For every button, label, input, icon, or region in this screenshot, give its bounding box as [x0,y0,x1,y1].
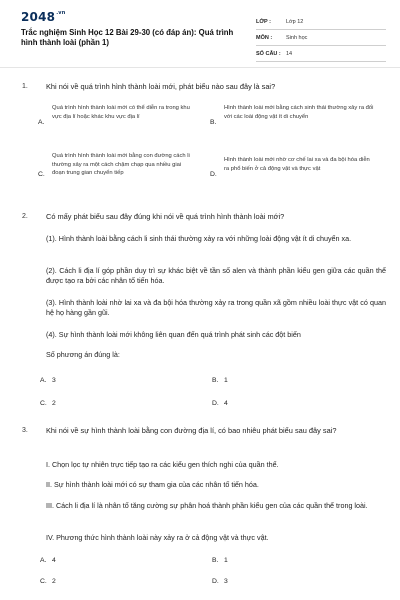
option-letter: B. [212,557,219,564]
q2-option-c[interactable] [40,400,56,407]
meta-label: SỐ CÂU : [256,50,281,57]
meta-label: LỚP : [256,18,271,25]
q1-option-b[interactable] [210,104,385,144]
question-text: Khi nói về sự hình thành loài bằng con đường địa lí, có bao nhiêu phát biểu sau đây sai? [46,426,337,435]
question-number: 3. [22,427,28,434]
option-letter: B. [210,119,217,126]
logo-suffix: .vn [56,10,66,16]
option-letter: D. [212,578,219,585]
q3-option-a[interactable] [40,557,56,564]
question-text: Khi nói về quá trình hình thành loài mới, phát biểu nào sau đây là sai? [46,82,276,91]
q3-statement-3: III. Cách li địa lí là nhân tố tăng cường sự phân hoá thành phần kiểu gen của các quần thể trong loài. [46,501,368,510]
q1-option-c[interactable] [38,152,198,200]
q2-statement-4: (4). Sự hình thành loài mới không liên quan đến quá trình phát sinh các đột biến [46,330,301,339]
q1-option-a[interactable] [38,104,198,144]
meta-row-class [256,14,386,30]
q3-statement-4: IV. Phương thức hình thành loài này xảy ra ở cả động vật và thực vật. [46,533,269,542]
option-text: 4 [52,557,56,564]
q2-option-b[interactable] [212,377,228,384]
q3-option-d[interactable] [212,578,228,585]
option-text: Quá trình hình thành loài mới bằng con đường cách li thường xảy ra một cách chậm chạp qua nhiều giai đoạn trung gian chuyển tiếp [52,153,190,177]
option-letter: A. [40,557,47,564]
q2-answer-prompt: Số phương án đúng là: [46,350,120,359]
q2-option-d[interactable] [212,400,228,407]
option-letter: D. [210,171,217,178]
option-text: 3 [224,578,228,585]
option-letter: C. [40,400,47,407]
q3-statement-2: II. Sự hình thành loài mới có sự tham gia của các nhân tố tiến hóa. [46,480,259,489]
option-letter: B. [212,377,219,384]
meta-row-subject [256,30,386,46]
quiz-meta [256,14,386,62]
option-text: 2 [52,400,56,407]
option-letter: D. [212,400,219,407]
option-letter: A. [38,119,45,126]
q2-statement-2: (2). Cách li địa lí góp phần duy trì sự khác biệt về tần số alen và thành phần kiểu gen giữa các quần thể được tạo ra bởi các nhân tố tiến hóa. [46,266,386,285]
page-title: Trắc nghiệm Sinh Học 12 Bài 29-30 (có đáp án): Quá trình hình thành loài (phần 1) [21,28,234,47]
q3-statement-1: I. Chọn lọc tự nhiên trực tiếp tạo ra các kiểu gen thích nghi của quần thể. [46,460,279,469]
q2-statement-3: (3). Hình thành loài nhờ lai xa và đa bội hóa thường xảy ra trong quần xã gồm nhiều loài thực vật có quan hệ họ hàng gần gũi. [46,298,386,317]
meta-value: Lớp 12 [286,18,304,25]
logo-text: 2048 [21,10,56,24]
header [0,0,400,66]
meta-label: MÔN : [256,34,273,41]
q3-option-c[interactable] [40,578,56,585]
q2-option-a[interactable] [40,377,56,384]
option-text: Hình thành loài mới nhờ cơ chế lai xa và đa bội hóa diễn ra phổ biến ở cả động vật và thực vật [224,157,370,172]
meta-value: Sinh học [286,34,308,41]
question-number: 2. [22,213,28,220]
q3-option-b[interactable] [212,557,228,564]
site-logo[interactable] [21,10,66,24]
option-text: Quá trình hình thành loài mới có thể diễn ra trong khu vực địa lí hoặc khác khu vực địa lí [52,105,190,120]
q1-option-d[interactable] [210,156,385,196]
option-text: 3 [52,377,56,384]
meta-value: 14 [286,50,293,57]
option-text: 1 [224,557,228,564]
option-letter: C. [38,171,45,178]
question-text: Có mấy phát biểu sau đây đúng khi nói về quá trình hình thành loài mới? [46,212,285,221]
option-text: 1 [224,377,228,384]
question-number: 1. [22,83,28,90]
option-letter: C. [40,578,47,585]
option-text: Hình thành loài mới bằng cách sinh thái thường xảy ra đối với các loài động vật ít di chuyển [224,105,374,120]
option-letter: A. [40,377,47,384]
option-text: 4 [224,400,228,407]
q2-statement-1: (1). Hình thành loài bằng cách li sinh thái thường xảy ra với những loài động vật ít di chuyển xa. [46,234,352,243]
meta-row-count [256,46,386,62]
header-divider [0,67,400,68]
option-text: 2 [52,578,56,585]
